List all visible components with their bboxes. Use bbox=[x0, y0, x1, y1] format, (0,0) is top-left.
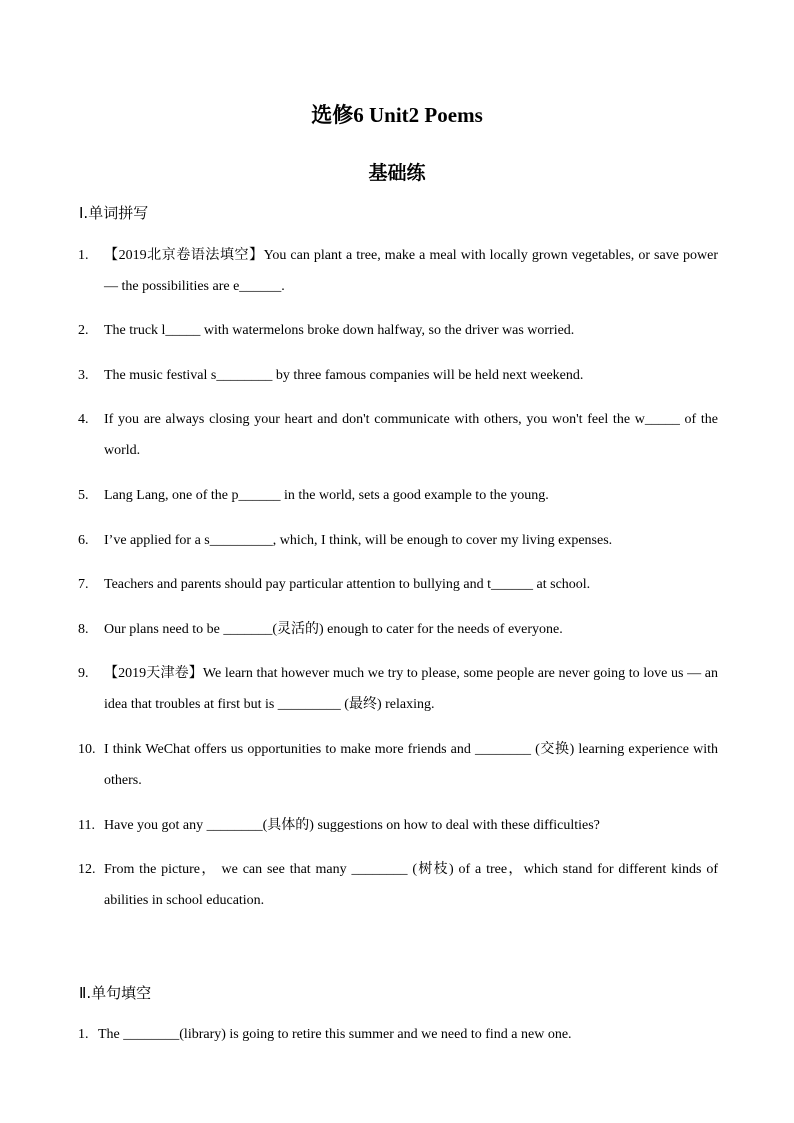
item-number: 10. bbox=[78, 742, 96, 757]
item-text: 【2019天津卷】We learn that however much we try to please, some people are never going to love us — an idea that troubles at first but is _________ (最终) relaxing. bbox=[104, 666, 718, 712]
item-text: Lang Lang, one of the p______ in the world, sets a good example to the young. bbox=[104, 488, 549, 503]
item-number: 12. bbox=[78, 862, 96, 877]
exercise-item bbox=[78, 658, 718, 720]
section-heading-sentence-fill: Ⅱ.单句填空 bbox=[79, 984, 152, 1002]
item-text: 【2019北京卷语法填空】You can plant a tree, make a meal with locally grown vegetables, or save power — the possibilities are e______. bbox=[104, 248, 718, 294]
item-number: 1. bbox=[78, 1027, 89, 1042]
exercise-item bbox=[78, 240, 718, 302]
section-heading-spelling: Ⅰ.单词拼写 bbox=[79, 204, 149, 222]
item-text: I think WeChat offers us opportunities to make more friends and ________ (交换) learning experience with others. bbox=[104, 742, 718, 788]
item-number: 7. bbox=[78, 577, 89, 592]
exercise-item bbox=[78, 1019, 718, 1050]
exercise-item bbox=[78, 569, 718, 600]
item-text: I’ve applied for a s_________, which, I think, will be enough to cover my living expenses. bbox=[104, 533, 613, 548]
exercise-item bbox=[78, 480, 718, 511]
item-number: 6. bbox=[78, 533, 89, 548]
item-number: 1. bbox=[78, 248, 89, 263]
exercise-item bbox=[78, 854, 718, 916]
item-number: 11. bbox=[78, 818, 95, 833]
item-number: 2. bbox=[78, 323, 89, 338]
exercise-item bbox=[78, 734, 718, 796]
item-text: The truck l_____ with watermelons broke down halfway, so the driver was worried. bbox=[104, 323, 575, 338]
exercise-item bbox=[78, 614, 718, 645]
exercise-item bbox=[78, 360, 718, 391]
exercise-item bbox=[78, 810, 718, 841]
item-text: Have you got any ________(具体的) suggestions on how to deal with these difficulties? bbox=[104, 818, 600, 833]
item-number: 4. bbox=[78, 412, 89, 427]
item-number: 8. bbox=[78, 622, 89, 637]
item-text: Our plans need to be _______(灵活的) enough to cater for the needs of everyone. bbox=[104, 622, 563, 637]
page-title: 选修6 Unit2 Poems bbox=[311, 103, 483, 127]
item-number: 9. bbox=[78, 666, 89, 681]
item-text: Teachers and parents should pay particular attention to bullying and t______ at school. bbox=[104, 577, 591, 592]
item-number: 3. bbox=[78, 368, 89, 383]
item-text: From the picture， we can see that many ________ (树枝) of a tree，which stand for different kinds of abilities in school education. bbox=[104, 862, 718, 908]
exercise-item bbox=[78, 315, 718, 346]
item-text: The ________(library) is going to retire this summer and we need to find a new one. bbox=[98, 1027, 572, 1042]
exercise-item bbox=[78, 525, 718, 556]
item-number: 5. bbox=[78, 488, 89, 503]
exercise-item bbox=[78, 404, 718, 466]
item-text: If you are always closing your heart and don't communicate with others, you won't feel the w_____ of the world. bbox=[104, 412, 718, 458]
page-subtitle: 基础练 bbox=[368, 163, 426, 184]
item-text: The music festival s________ by three famous companies will be held next weekend. bbox=[104, 368, 584, 383]
